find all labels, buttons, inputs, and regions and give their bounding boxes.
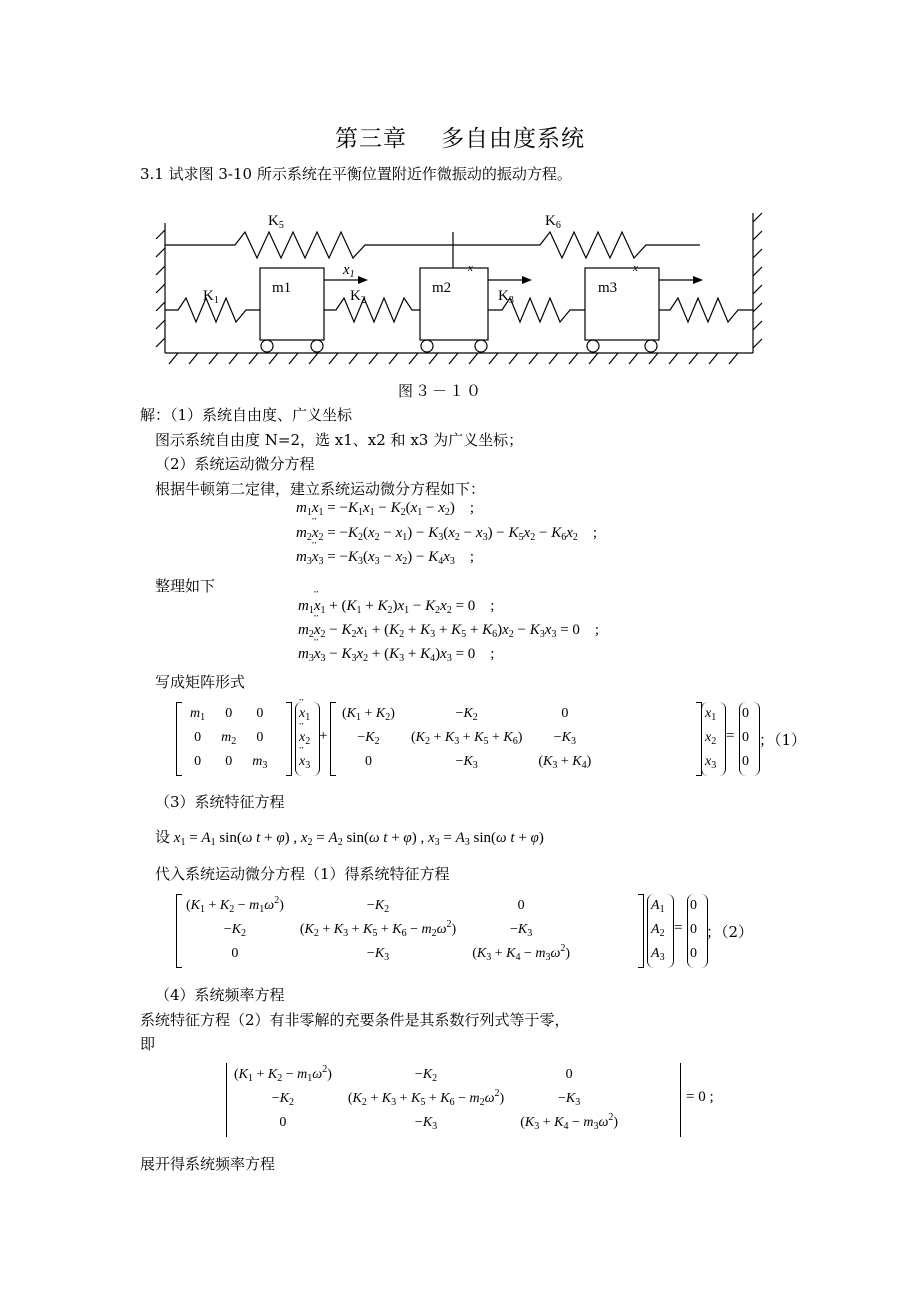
- label-k1: $K_1$: [203, 288, 219, 306]
- zero-vector-2: 0 0 0: [687, 894, 700, 968]
- problem-statement: 3.1 试求图 3-10 所示系统在平衡位置附近作微振动的振动方程。: [140, 165, 572, 183]
- label-x2: x: [468, 262, 473, 274]
- title-chapter: 第三章: [335, 126, 407, 152]
- page-title: [0, 120, 920, 153]
- equation-sorted-2: $m_2¨$ $x_2 - K_2x_1 + (K_2 + K_3 + K_5 + K_6)x_2 - K_3x_3 = 0$ ;: [298, 622, 599, 639]
- section-1-heading: 解：（1）系统自由度、广义坐标: [140, 406, 353, 424]
- mass-m2: [420, 268, 488, 340]
- label-x1: $x_1$: [343, 262, 355, 280]
- substitute-text: 代入系统运动微分方程（1）得系统特征方程: [155, 865, 450, 883]
- label-k5: $K_5$: [268, 213, 284, 231]
- label-m1: m1: [272, 280, 292, 296]
- determinant-matrix: $(K_1 + K_2 - m_1\omega^2)$ $-K_2$ 0 $-K_2$ $(K_2 + K_3 + K_5 + K_6 - m_2\omega^2)$ $-K_3$ 0 $-K_3$ $(K_3 + K_4 - m_3\omega^2)$: [226, 1063, 626, 1137]
- accel-vector: ¨ $x_1$ ¨ $x_2$ ¨ $x_3$: [295, 702, 314, 776]
- figure-3-10: [150, 208, 775, 373]
- characteristic-matrix: $(K_1 + K_2 - m_1\omega^2)$ $-K_2$ 0 $-K_2$ $(K_2 + K_3 + K_5 + K_6 - m_2\omega^2)$ $-K_3$ 0 $-K_3$ $(K_3 + K_4 - m_3\omega^2)$: [176, 894, 578, 968]
- assumed-solution: 设 $x_1 = A_1$ sin(ω t + φ) , $x_2 = A_2$ sin(ω t + φ) , $x_3 = A_3$ sin(ω t + φ): [155, 830, 544, 848]
- mass-m1: [260, 268, 324, 340]
- matrix-form-heading: 写成矩阵形式: [155, 673, 246, 691]
- zero-vector-1: 0 0 0: [739, 702, 752, 776]
- label-k3: $K_3$: [498, 288, 514, 306]
- label-k2: $K_2$: [350, 288, 366, 306]
- equation-sorted-3: $m_3¨$ $x_3 - K_3x_2 + (K_3 + K_4)x_3 = 0$ ;: [298, 646, 494, 663]
- displacement-vector: $x_1$ $x_2$ $x_3$: [701, 702, 720, 776]
- section-4-heading: （4）系统频率方程: [155, 986, 285, 1004]
- equation-motion-2: $m_2¨$ $x_2 = -K_2(x_2 - x_1) - K_3(x_2 - x_3) - K_5x_2 - K_6x_2$ ;: [296, 525, 597, 542]
- title-topic: 多自由度系统: [441, 126, 585, 152]
- label-k6: $K_6$: [545, 213, 561, 231]
- amplitude-vector: $A_1$ $A_2$ $A_3$: [647, 894, 669, 968]
- section-1-text: 图示系统自由度 N=2，选 x1、x2 和 x3 为广义坐标；: [155, 431, 524, 449]
- figure-caption: 图３－１０: [398, 382, 484, 400]
- section-3-heading: （3）系统特征方程: [155, 793, 285, 811]
- expand-text: 展开得系统频率方程: [140, 1155, 276, 1173]
- equation-sorted-1: $m_1¨$ $x_1 + (K_1 + K_2)x_1 - K_2x_2 = 0$ ;: [298, 598, 494, 615]
- mass-m3: [585, 268, 659, 340]
- section-4-text: 系统特征方程（2）有非零解的充要条件是其系数行列式等于零，: [140, 1011, 570, 1029]
- equation-motion-3: $m_3¨$ $x_3 = -K_3(x_3 - x_2) - K_4x_3$ ;: [296, 549, 474, 566]
- mass-matrix: $m_1$ 0 0 0 $m_2$ 0 0 0 $m_3$: [176, 702, 275, 776]
- equation-motion-1: $m_1¨$ $x_1 = -K_1x_1 - K_2(x_1 - x_2)$ ;: [296, 500, 474, 517]
- sort-heading: 整理如下: [155, 577, 216, 595]
- ji-text: 即: [140, 1035, 156, 1053]
- section-2-heading: （2）系统运动微分方程: [155, 455, 315, 473]
- stiffness-matrix: $(K_1 + K_2)$ $-K_2$ 0 $-K_2$ $(K_2 + K_3 + K_5 + K_6)$ $-K_3$ 0 $-K_3$ $(K_3 + K_4)$: [330, 702, 599, 776]
- label-x3: x: [633, 262, 638, 274]
- label-m2: m2: [432, 280, 452, 296]
- section-2-text: 根据牛顿第二定律，建立系统运动微分方程如下：: [155, 480, 486, 498]
- equation-2-label: ；（2）: [706, 923, 754, 941]
- label-m3: m3: [598, 280, 618, 296]
- equation-1-label: ；（1）: [759, 731, 807, 749]
